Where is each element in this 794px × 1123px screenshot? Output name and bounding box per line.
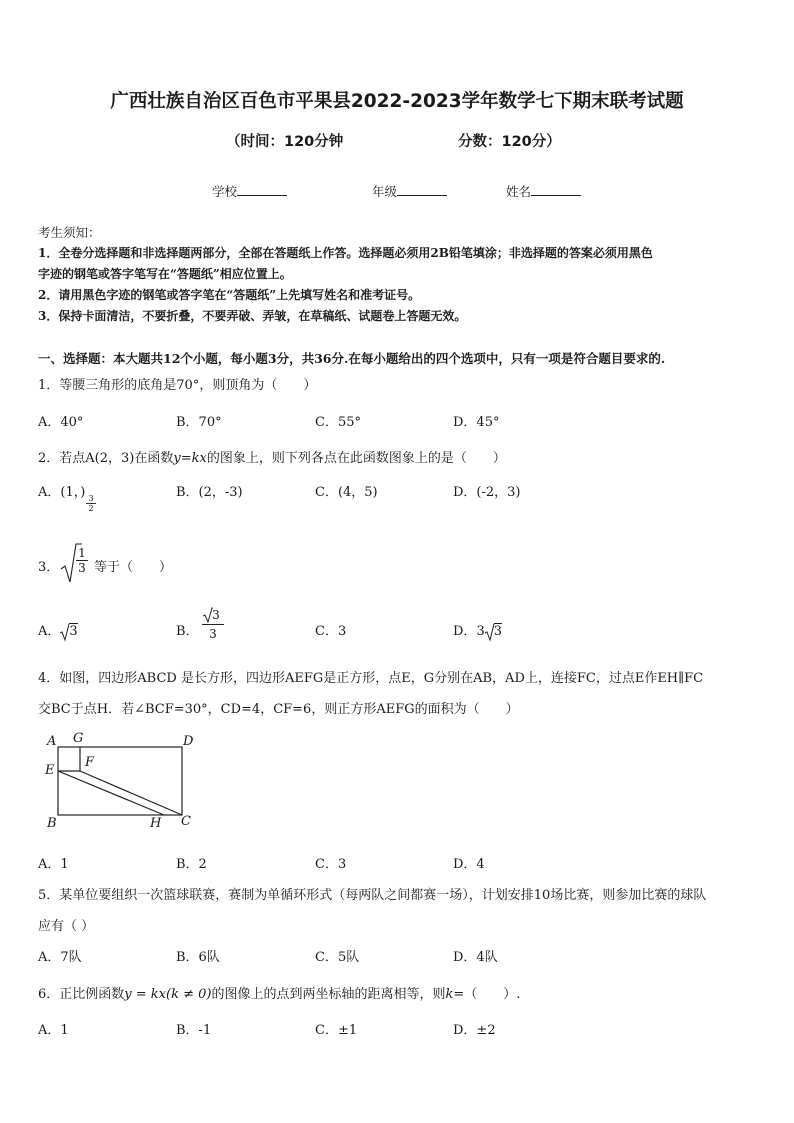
question-6-option-c[interactable]: C．±1 [315,1023,358,1038]
question-3-option-a-radical [60,624,77,639]
question-3-option-d-value: 3 [493,624,502,639]
question-3-number: 3． [38,560,60,575]
question-2-stem-pre: 2．若点A(2，3)在函数 [38,451,174,466]
point-label-b: B [47,816,57,831]
point-label-h: H [150,816,162,831]
question-5-option-b[interactable]: B．6队 [176,950,220,965]
radical-icon [485,623,495,642]
question-3-option-a[interactable] [38,620,78,639]
question-4-option-b[interactable]: B．2 [176,857,207,872]
question-6-stem-mid: 的图像上的点到两坐标轴的距离相等，则 [211,987,446,1002]
question-2-option-c[interactable]: C．(4，5) [315,485,378,500]
question-2-function: y=kx [173,451,207,466]
point-label-c: C [181,814,191,829]
question-4-figure [40,730,210,835]
segment-fc [80,771,182,815]
question-6-stem [38,983,520,1002]
question-2-option-a-fraction [86,494,96,513]
question-5-option-d[interactable]: D．4队 [453,950,498,965]
question-1-option-a[interactable]: A．40° [38,415,84,430]
question-6-option-b[interactable]: B．-1 [176,1023,212,1038]
point-label-f: F [85,755,95,770]
question-3-stem-post: 等于（ ） [94,560,173,575]
question-2-option-b[interactable]: B．(2，-3) [176,485,243,500]
question-1-stem: 1．等腰三角形的底角是70°，则顶角为（ ） [38,378,317,393]
question-5-line-2: 应有（ ） [38,919,95,934]
question-6-option-a[interactable]: A．1 [38,1023,69,1038]
name-blank[interactable] [531,181,581,196]
radical-icon [203,607,213,623]
question-2-option-d[interactable]: D．(-2，3) [453,485,521,500]
exam-time: （时间：120分钟 [226,134,344,150]
question-3-option-b-numerator [202,606,224,625]
question-1-option-c[interactable]: C．55° [315,415,361,430]
question-1-option-b[interactable]: B．70° [176,415,222,430]
name-label: 姓名 [506,184,532,199]
school-field[interactable] [212,181,287,200]
question-3-fraction-denominator: 3 [78,561,86,575]
question-3-option-d-coef: 3 [476,624,485,639]
question-2-option-a[interactable]: A．(1，) [38,485,86,500]
exam-score: 分数：120分） [458,134,561,150]
question-6-option-d[interactable]: D．±2 [453,1023,496,1038]
grade-field[interactable] [372,181,447,200]
question-6-stem-post: =（ ）. [453,987,521,1002]
notice-item-1-line-1: 1．全卷分选择题和非选择题两部分，全部在答题纸上作答。选择题必须用2B铅笔填涂；非选择题的答案必须用黑色 [38,246,653,260]
question-2-stem-post: 的图象上，则下列各点在此函数图象上的是（ ） [206,451,506,466]
question-6-stem-pre: 6．正比例函数 [38,987,125,1002]
question-3-option-a-label: A． [38,624,61,639]
question-3-option-c[interactable]: C．3 [315,624,347,639]
question-2-stem [38,447,506,466]
section-title: 一、选择题：本大题共12个小题，每小题3分，共36分.在每小题给出的四个选项中，只有一项是符合题目要求的. [38,351,666,366]
notice-item-2: 2．请用黑色字迹的钢笔或答字笔在“答题纸”上先填写姓名和准考证号。 [38,288,421,302]
point-label-e: E [45,763,55,778]
question-5-line-1: 5．某单位要组织一次篮球联赛，赛制为单循环形式（每两队之间都赛一场），计划安排10场比赛，则参加比赛的球队 [38,888,707,903]
question-3-option-b-denominator: 3 [209,627,217,641]
page-title: 广西壮族自治区百色市平果县2022-2023学年数学七下期末联考试题 [110,91,684,112]
segment-eh [58,771,164,815]
school-blank[interactable] [237,181,287,196]
question-5-option-c[interactable]: C．5队 [315,950,360,965]
question-2-option-a-numerator: 3 [86,494,96,504]
notice-item-3: 3．保持卡面清洁，不要折叠，不要弄破、弄皱，在草稿纸、试题卷上答题无效。 [38,309,467,323]
notice-item-1-line-2: 字迹的钢笔或答字笔写在“答题纸”相应位置上。 [38,267,292,281]
question-4-option-c[interactable]: C．3 [315,857,347,872]
question-6-function: y = kx(k ≠ 0) [124,987,212,1002]
radical-icon [60,623,70,642]
question-3-option-b-fraction [202,606,224,643]
point-label-d: D [183,734,194,749]
point-label-g: G [73,731,84,746]
question-3-fraction [76,546,88,575]
point-label-a: A [47,734,57,749]
question-4-option-d[interactable]: D．4 [453,857,485,872]
notice-heading: 考生须知： [38,225,101,240]
question-3-option-b-label: B． [176,624,199,639]
grade-label: 年级 [372,184,398,199]
question-3-option-d-label: D． [453,624,477,639]
name-field[interactable] [506,181,581,200]
question-4-line-2: 交BC于点H．若∠BCF=30°，CD=4，CF=6，则正方形AEFG的面积为（ ） [38,702,519,717]
question-1-option-d[interactable]: D．45° [453,415,500,430]
question-2-option-a-denominator: 2 [88,504,94,513]
question-5-option-a[interactable]: A．7队 [38,950,82,965]
rectangle-abcd [58,747,182,815]
question-6-k: k [445,987,454,1002]
question-3-option-d-radical [485,624,502,639]
grade-blank[interactable] [397,181,447,196]
question-4-option-a[interactable]: A．1 [38,857,69,872]
school-label: 学校 [212,184,238,199]
question-4-line-1: 4．如图，四边形ABCD 是长方形，四边形AEFG是正方形，点E，G分别在AB，AD上，连接FC，过点E作EH∥FC [38,671,704,686]
question-3-option-a-value: 3 [69,624,78,639]
question-3-fraction-numerator: 1 [76,546,88,561]
question-3-option-d[interactable] [453,620,502,639]
question-3-option-b-num-value: 3 [212,608,220,622]
